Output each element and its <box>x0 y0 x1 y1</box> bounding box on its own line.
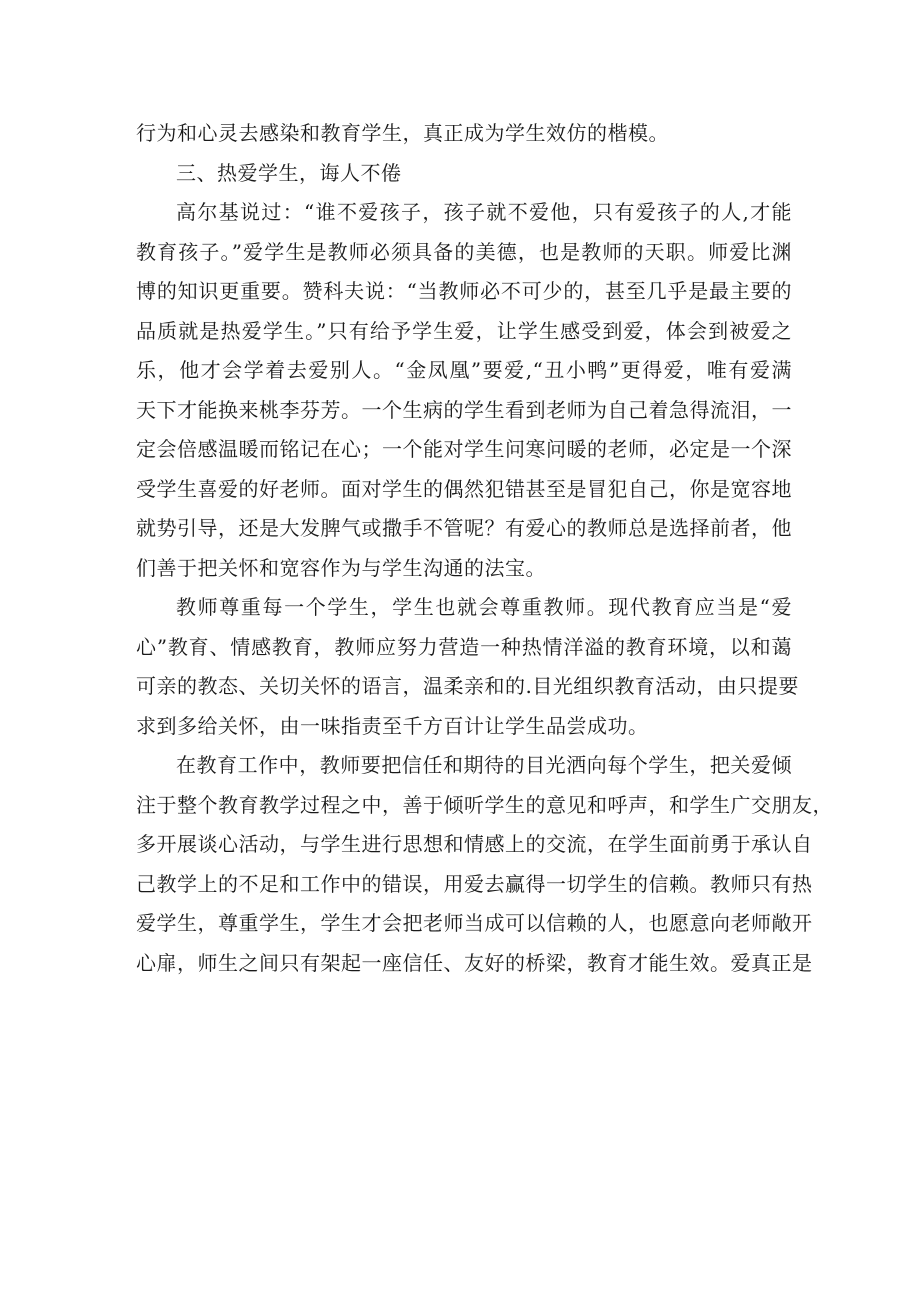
text-line: 天下才能换来桃李芬芳。一个生病的学生看到老师为自己着急得流泪，一 <box>136 397 792 422</box>
text-line: 心扉，师生之间只有架起一座信任、友好的桥梁，教育才能生效。爱真正是 <box>136 950 813 975</box>
text-line: 受学生喜爱的好老师。面对学生的偶然犯错甚至是冒犯自己，你是宽容地 <box>136 476 792 501</box>
text-line: 可亲的教态、关切关怀的语言，温柔亲和的.目光组织教育活动，由只提要 <box>136 674 799 698</box>
text-line: 品质就是热爱学生。”只有给予学生爱，让学生感受到爱，体会到被爱之 <box>136 318 792 343</box>
text-line: 高尔基说过：“谁不爱孩子，孩子就不爱他，只有爱孩子的人,才能 <box>176 200 792 224</box>
text-line: 注于整个教育教学过程之中，善于倾听学生的意见和呼声，和学生广交朋友， <box>136 792 833 817</box>
text-line: 求到多给关怀，由一味指责至千方百计让学生品尝成功。 <box>136 713 649 738</box>
text-line: 博的知识更重要。赞科夫说：“当教师必不可少的，甚至几乎是最主要的 <box>136 279 792 303</box>
text-line: 行为和心灵去感染和教育学生，真正成为学生效仿的楷模。 <box>136 121 669 145</box>
text-line: 乐，他才会学着去爱别人。“金凤凰”要爱,“丑小鸭”更得爱，唯有爱满 <box>136 358 792 382</box>
text-line: 定会倍感温暖而铭记在心；一个能对学生问寒问暖的老师，必定是一个深 <box>136 437 792 461</box>
text-line: 多开展谈心活动，与学生进行思想和情感上的交流，在学生面前勇于承认自 <box>136 832 813 856</box>
text-line: 爱学生，尊重学生，学生才会把老师当成可以信赖的人，也愿意向老师敞开 <box>136 911 813 935</box>
text-line: 三、热爱学生，诲人不倦 <box>176 160 402 185</box>
text-line: 们善于把关怀和宽容作为与学生沟通的法宝。 <box>136 555 546 580</box>
text-line: 己教学上的不足和工作中的错误，用爱去赢得一切学生的信赖。教师只有热 <box>136 871 813 896</box>
text-line: 在教育工作中，教师要把信任和期待的目光洒向每个学生，把关爱倾 <box>176 753 792 777</box>
text-line: 教育孩子。”爱学生是教师必须具备的美德，也是教师的天职。师爱比渊 <box>136 239 792 264</box>
text-line: 教师尊重每一个学生，学生也就会尊重教师。现代教育应当是“爱 <box>176 595 792 619</box>
text-line: 心”教育、情感教育，教师应努力营造一种热情洋溢的教育环境，以和蔼 <box>136 634 792 659</box>
text-line: 就势引导，还是大发脾气或撒手不管呢？有爱心的教师总是选择前者，他 <box>136 516 792 540</box>
document-body <box>136 114 833 983</box>
